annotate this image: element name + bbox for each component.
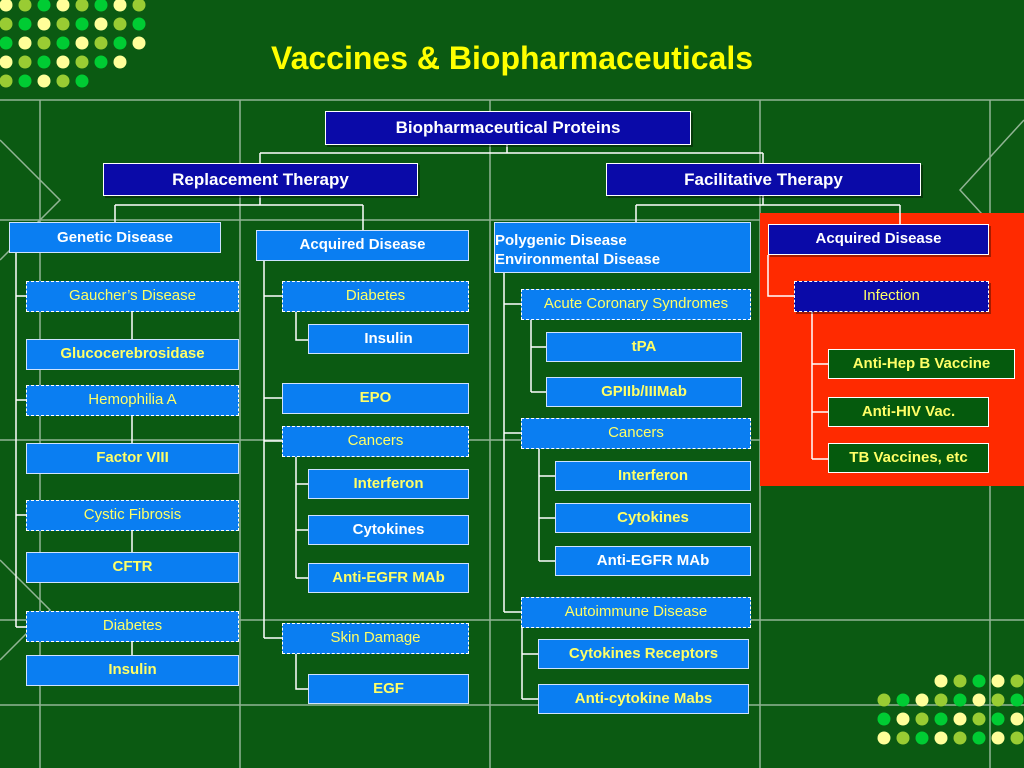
acquired-cytokines-node: Cytokines [308,515,469,545]
anti-cytokine-node: Anti-cytokine Mabs [538,684,749,714]
acquired-diabetes-node: Diabetes [282,281,469,312]
polygenic-label-line1: Polygenic Disease [495,231,627,249]
gpiib-node: GPIIb/IIIMab [546,377,742,407]
replacement-therapy-node: Replacement Therapy [103,163,418,196]
acquired-interferon-node: Interferon [308,469,469,499]
polygenic-anti-egfr-node: Anti-EGFR MAb [555,546,751,576]
cystic-fibrosis-node: Cystic Fibrosis [26,500,239,531]
page-title: Vaccines & Biopharmaceuticals [271,40,753,76]
genetic-disease-node: Genetic Disease [9,222,221,253]
factor-viii-node: Factor VIII [26,443,239,474]
polygenic-disease-node [494,222,751,273]
hiv-vaccine-node: Anti-HIV Vac. [828,397,989,427]
epo-node: EPO [282,383,469,414]
egf-node: EGF [308,674,469,704]
polygenic-cancers-node: Cancers [521,418,751,449]
hep-b-vaccine-node: Anti-Hep B Vaccine [828,349,1015,379]
tpa-node: tPA [546,332,742,362]
genetic-diabetes-node: Diabetes [26,611,239,642]
facilitative-therapy-node: Facilitative Therapy [606,163,921,196]
gaucher-disease-node: Gaucher’s Disease [26,281,239,312]
glucocerebrosidase-node: Glucocerebrosidase [26,339,239,370]
facilitative-acquired-node: Acquired Disease [768,224,989,255]
autoimmune-disease-node: Autoimmune Disease [521,597,751,628]
cytokine-receptors-node: Cytokines Receptors [538,639,749,669]
genetic-insulin-node: Insulin [26,655,239,686]
skin-damage-node: Skin Damage [282,623,469,654]
acquired-insulin-node: Insulin [308,324,469,354]
acquired-cancers-node: Cancers [282,426,469,457]
polygenic-cytokines-node: Cytokines [555,503,751,533]
infection-node: Infection [794,281,989,312]
acquired-anti-egfr-node: Anti-EGFR MAb [308,563,469,593]
tb-vaccines-node: TB Vaccines, etc [828,443,989,473]
acute-coronary-node: Acute Coronary Syndromes [521,289,751,320]
acquired-disease-node: Acquired Disease [256,230,469,261]
root-node: Biopharmaceutical Proteins [325,111,691,145]
polygenic-interferon-node: Interferon [555,461,751,491]
hemophilia-a-node: Hemophilia A [26,385,239,416]
cftr-node: CFTR [26,552,239,583]
polygenic-label-line2: Environmental Disease [495,250,661,268]
